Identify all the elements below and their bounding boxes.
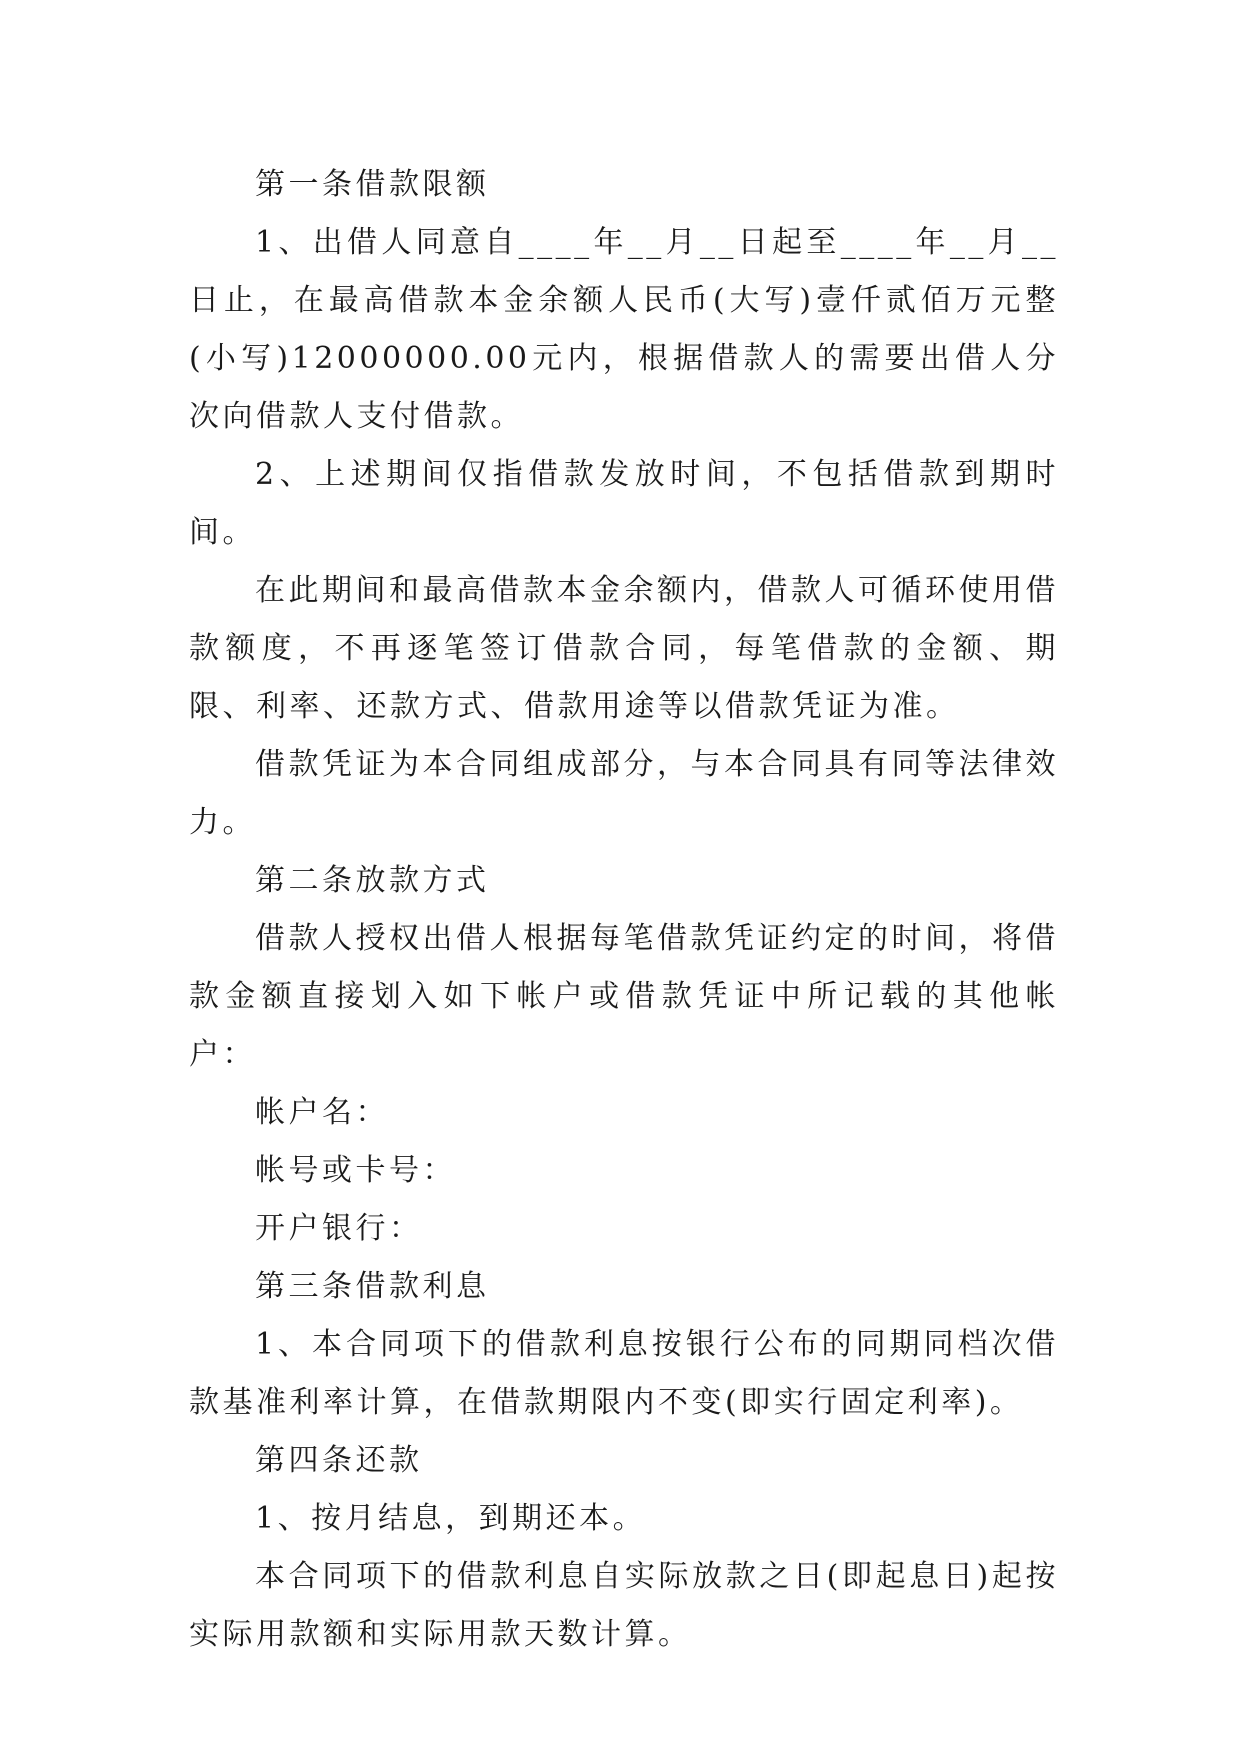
heading-article-3: 第三条借款利息 — [255, 1269, 490, 1304]
heading-article-1: 第一条借款限额 — [255, 167, 490, 202]
paragraph-repayment-method: 1、按月结息，到期还本。 — [255, 1501, 647, 1536]
field-account-name: 帐户名： — [255, 1095, 389, 1130]
paragraph-disbursement: 借款人授权出借人根据每笔借款凭证约定的时间，将借款金额直接划入如下帐户或借款凭证中所记载的其他帐户： — [189, 921, 1059, 1072]
field-bank: 开户银行： — [255, 1211, 423, 1246]
paragraph-loan-limit-period: 1、出借人同意自____年__月__日起至____年__月__日止，在最高借款本金余额人民币(大写)壹仟贰佰万元整(小写)12000000.00元内，根据借款人的需要出借人分次向借款人支付借款。 — [189, 225, 1059, 434]
paragraph-period-scope: 2、上述期间仅指借款发放时间，不包括借款到期时间。 — [189, 457, 1059, 550]
paragraph-interest-calculation: 本合同项下的借款利息自实际放款之日(即起息日)起按实际用款额和实际用款天数计算。 — [189, 1559, 1059, 1652]
heading-article-2: 第二条放款方式 — [255, 863, 490, 898]
paragraph-revolving-use: 在此期间和最高借款本金余额内，借款人可循环使用借款额度，不再逐笔签订借款合同，每笔借款的金额、期限、利率、还款方式、借款用途等以借款凭证为准。 — [189, 573, 1059, 724]
field-account-number: 帐号或卡号： — [255, 1153, 456, 1188]
paragraph-voucher-validity: 借款凭证为本合同组成部分，与本合同具有同等法律效力。 — [189, 747, 1059, 840]
heading-article-4: 第四条还款 — [255, 1443, 423, 1478]
document-body — [189, 156, 1059, 1664]
paragraph-interest-rate: 1、本合同项下的借款利息按银行公布的同期同档次借款基准利率计算，在借款期限内不变(即实行固定利率)。 — [189, 1327, 1059, 1420]
